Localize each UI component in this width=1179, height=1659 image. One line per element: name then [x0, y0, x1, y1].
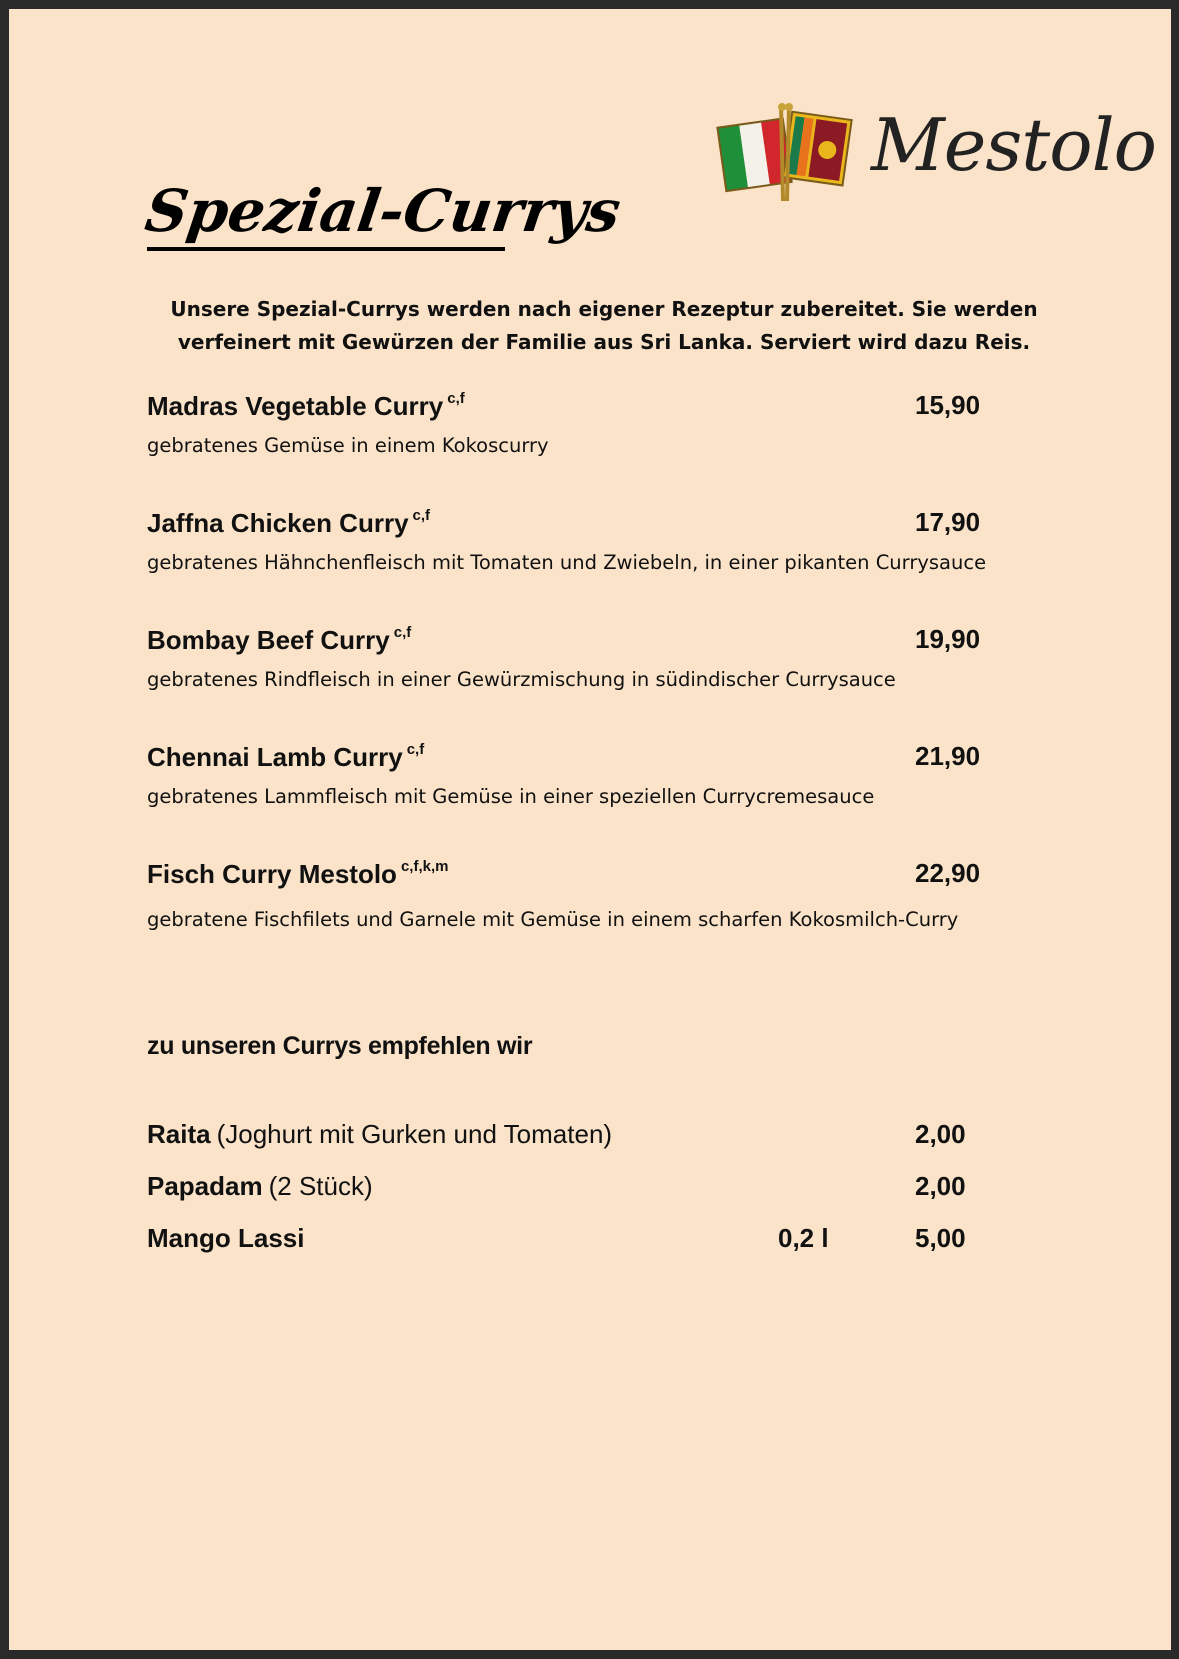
side-name: Mango Lassi — [147, 1223, 305, 1253]
dish-name: Jaffna Chicken Curry $^{c,f}$ — [147, 507, 431, 538]
brand-name: Mestolo — [871, 103, 1156, 187]
side-item — [147, 1223, 1047, 1254]
intro-line-1: Unsere Spezial-Currys werden nach eigener Rezeptur zubereitet. Sie werden — [170, 297, 1038, 321]
menu-page — [9, 9, 1171, 1650]
logo — [713, 101, 1156, 211]
dish-name: Fisch Curry Mestolo $^{c,f,k,m}$ — [147, 858, 449, 889]
dish-description: gebratenes Lammfleisch mit Gemüse in einer speziellen Currycremesauce — [147, 785, 875, 808]
dish-item — [147, 390, 1047, 457]
side-name: Raita — [147, 1119, 211, 1149]
dish-item — [147, 624, 1047, 691]
dish-price: 15,90 — [915, 390, 981, 420]
intro-line-2: verfeinert mit Gewürzen der Familie aus Sri Lanka. Serviert wird dazu Reis. — [177, 330, 1031, 354]
dish-price: 19,90 — [915, 624, 981, 654]
dish-allergens: c,f — [447, 390, 465, 407]
recommend-heading: zu unseren Currys empfehlen wir — [147, 1032, 533, 1060]
side-item — [147, 1119, 1047, 1150]
side-name: Papadam — [147, 1171, 263, 1201]
dish-allergens: c,f — [412, 507, 431, 524]
dish-name: Bombay Beef Curry $^{c,f}$ — [147, 624, 412, 655]
dish-name: Chennai Lamb Curry $^{c,f}$ — [147, 741, 425, 772]
crossed-flags-icon — [713, 101, 863, 211]
dish-allergens: c,f — [393, 624, 412, 641]
dish-description: gebratenes Hähnchenfleisch mit Tomaten und Zwiebeln, in einer pikanten Currysauce — [147, 551, 987, 574]
dish-price: 22,90 — [915, 858, 981, 888]
sri-lanka-flag-icon — [783, 112, 852, 186]
side-price: 2,00 — [915, 1171, 966, 1201]
side-size: 0,2 l — [778, 1223, 829, 1253]
dish-allergens: c,f — [406, 741, 425, 758]
dish-item — [147, 858, 1047, 931]
dish-description: gebratene Fischfilets und Garnele mit Gemüse in einem scharfen Kokosmilch-Curry — [147, 908, 959, 931]
dish-name: Madras Vegetable Curry $^{c,f}$ — [147, 390, 465, 421]
dish-description: gebratenes Rindfleisch in einer Gewürzmischung in südindischer Currysauce — [147, 668, 896, 691]
page-title: Spezial-Currys — [141, 177, 625, 245]
dish-allergens: c,f,k,m — [400, 858, 449, 875]
side-price: 2,00 — [915, 1119, 966, 1149]
dish-description: gebratenes Gemüse in einem Kokoscurry — [147, 434, 549, 457]
side-item — [147, 1171, 1047, 1202]
title-underline — [147, 247, 505, 251]
side-note: (2 Stück) — [268, 1171, 373, 1201]
dish-item — [147, 507, 1047, 574]
dish-price: 21,90 — [915, 741, 981, 771]
side-price: 5,00 — [915, 1223, 966, 1253]
side-note: (Joghurt mit Gurken und Tomaten) — [216, 1119, 613, 1149]
intro-text — [159, 293, 1049, 359]
dish-item — [147, 741, 1047, 808]
dish-price: 17,90 — [915, 507, 981, 537]
